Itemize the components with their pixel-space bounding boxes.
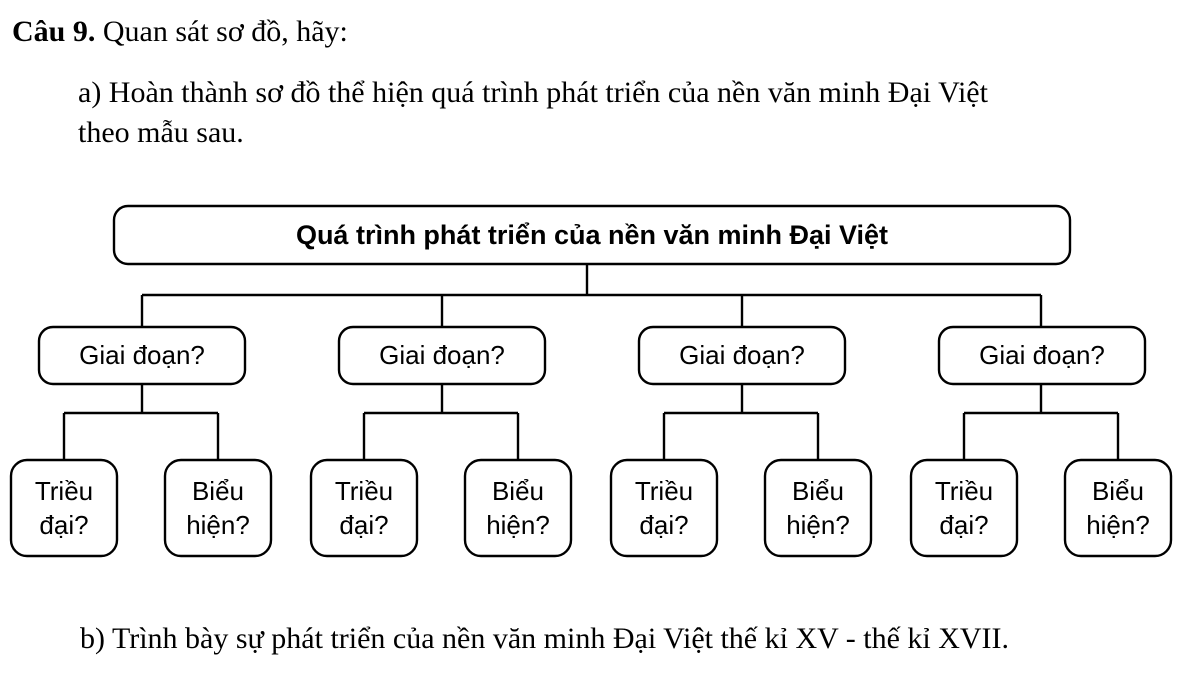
- stage-1: [11, 327, 271, 556]
- stage-4-label: Giai đoạn?: [979, 340, 1105, 370]
- stage-2-label: Giai đoạn?: [379, 340, 505, 370]
- part-a-line-2: theo mẫu sau.: [78, 116, 244, 149]
- stage-3-expression-line-2: hiện?: [786, 510, 850, 540]
- diagram-root-label: Quá trình phát triển của nền văn minh Đại Việt: [295, 220, 889, 250]
- stage-3-label: Giai đoạn?: [679, 340, 805, 370]
- diagram-root-node: [114, 206, 1070, 264]
- stage-2-expression-line-2: hiện?: [486, 510, 550, 540]
- stage-2-expression-box: [465, 460, 571, 556]
- part-a-line-1: a) Hoàn thành sơ đồ thể hiện quá trình phát triển của nền văn minh Đại Việt: [78, 76, 988, 109]
- part-b-instruction: b) Trình bày sự phát triển của nền văn minh Đại Việt thế kỉ XV - thế kỉ XVII.: [80, 622, 1010, 655]
- stage-1-expression-line-2: hiện?: [186, 510, 250, 540]
- stage-2-dynasty-box: [311, 460, 417, 556]
- stage-1-dynasty-box: [11, 460, 117, 556]
- stage-2-dynasty-line-2: đại?: [339, 510, 389, 540]
- stage-4-expression-line-1: Biểu: [1091, 476, 1145, 506]
- stage-4-expression-box: [1065, 460, 1171, 556]
- stage-3-expression-line-1: Biểu: [791, 476, 845, 506]
- question-number: Câu 9.: [12, 15, 96, 48]
- stage-2-expression-line-1: Biểu: [491, 476, 545, 506]
- stage-3-dynasty-line-1: Triều: [634, 476, 694, 506]
- stage-4-dynasty-line-1: Triều: [934, 476, 994, 506]
- stage-4-dynasty-box: [911, 460, 1017, 556]
- stage-4: [911, 327, 1171, 556]
- stage-1-expression-line-1: Biểu: [191, 476, 245, 506]
- stage-1-expression-box: [165, 460, 271, 556]
- stage-3-dynasty-line-2: đại?: [639, 510, 689, 540]
- stage-4-dynasty-line-2: đại?: [939, 510, 989, 540]
- stage-1-dynasty-line-1: Triều: [34, 476, 94, 506]
- stage-1-dynasty-line-2: đại?: [39, 510, 89, 540]
- root-connectors: [142, 264, 1041, 327]
- stage-2: [311, 327, 571, 556]
- stage-3: [611, 327, 871, 556]
- stage-3-dynasty-box: [611, 460, 717, 556]
- question-prompt: Quan sát sơ đồ, hãy:: [102, 15, 348, 48]
- stage-1-label: Giai đoạn?: [79, 340, 205, 370]
- stage-4-expression-line-2: hiện?: [1086, 510, 1150, 540]
- stage-3-expression-box: [765, 460, 871, 556]
- stage-2-dynasty-line-1: Triều: [334, 476, 394, 506]
